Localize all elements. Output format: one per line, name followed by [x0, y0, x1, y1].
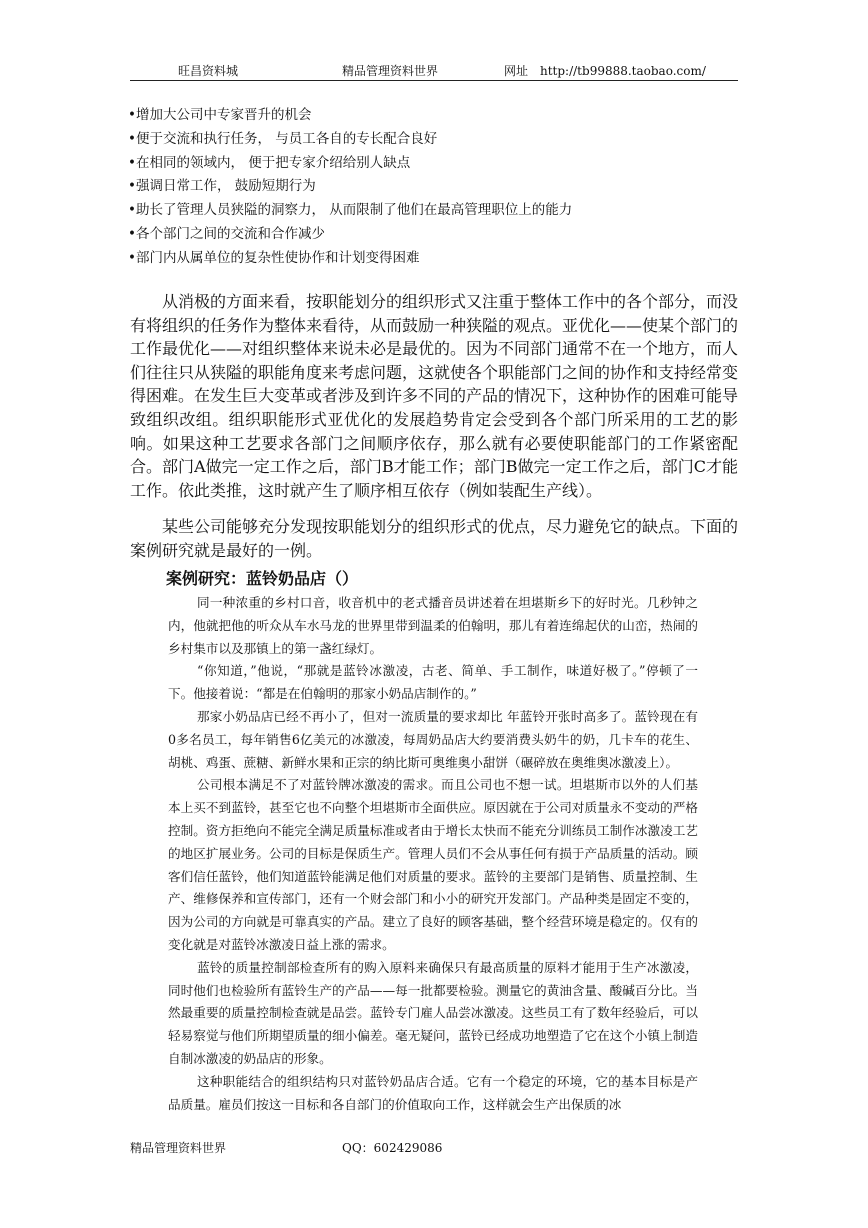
case-study-body [168, 592, 698, 1116]
header-url-label: 网址 [504, 64, 529, 78]
case-paragraph: 同一种浓重的乡村口音，收音机中的老式播音员讲述着在坦堪斯乡下的好时光。几秒钟之内，他就把他的听众从车水马龙的世界里带到温柔的伯翰明，那儿有着连绵起伏的山峦，热闹的乡村集市以及那镇上的第一盏红绿灯。 [168, 595, 698, 656]
case-paragraph: 公司根本满足不了对蓝铃牌冰激凌的需求。而且公司也不想一试。坦堪斯市以外的人们基本上买不到蓝铃，甚至它也不向整个坦堪斯市全面供应。原因就在于公司对质量永不变动的严格控制。资方拒绝向不能完全满足质量标准或者由于增长太快而不能充分训练员工制作冰激凌工艺的地区扩展业务。公司的目标是保质生产。管理人员们不会从事任何有损于产品质量的活动。顾客们信任蓝铃，他们知道蓝铃能满足他们对质量的要求。蓝铃的主要部门是销售、质量控制、生产、维修保养和宣传部门，还有一个财会部门和小小的研究开发部门。产品种类是固定不变的，因为公司的方向就是可靠真实的产品。建立了良好的顾客基础，整个经营环境是稳定的。仅有的变化就是对蓝铃冰激凌日益上涨的需求。 [168, 777, 698, 952]
body-paragraph-negative-aspects: 从消极的方面来看，按职能划分的组织形式又注重于整体工作中的各个部分，而没有将组织的任务作为整体来看待，从而鼓励一种狭隘的观点。亚优化——使某个部门的工作最优化——对组织整体来说未必是最优的。因为不同部门通常不在一个地方，而人们往往只从狭隘的职能角度来考虑问题，这就使各个职能部门之间的协作和支持经常变得困难。在发生巨大变革或者涉及到许多不同的产品的情况下，这种协作的困难可能导致组织改组。组织职能形式亚优化的发展趋势肯定会受到各个部门所采用的工艺的影响。如果这种工艺要求各部门之间顺序依存，那么就有必要使职能部门的工作紧密配合。部门A做完一定工作之后，部门B才能工作；部门B做完一定工作之后，部门C才能工作。依此类推，这时就产生了顺序相互依存（例如装配生产线）。 [130, 292, 739, 500]
bullet-list [128, 104, 768, 271]
case-paragraph: “你知道，”他说，“那就是蓝铃冰激凌，古老、简单、手工制作，味道好极了。”停顿了一下。他接着说：“都是在伯翰明的那家小奶品店制作的。” [168, 663, 698, 702]
case-paragraph: 这种职能结合的组织结构只对蓝铃奶品店合适。它有一个稳定的环境，它的基本目标是产品质量。雇员们按这一目标和各自部门的价值取向工作，这样就会生产出保质的冰 [168, 1073, 698, 1112]
body-paragraph-case-intro: 某些公司能够充分发现按职能划分的组织形式的优点，尽力避免它的缺点。下面的案例研究就是最好的一例。 [130, 517, 739, 560]
case-paragraph: 那家小奶品店已经不再小了，但对一流质量的要求却比 年蓝铃开张时高多了。蓝铃现在有0多名员工，每年销售6亿美元的冰激凌，每周奶品店大约要消费头奶牛的奶，几卡车的花生、胡桃、鸡蛋、蔗糖、新鲜水果和正宗的纳比斯可奥维奥小甜饼（碾碎放在奥维奥冰激凌上）。 [168, 708, 698, 770]
header-site-title: 精品管理资料世界 [342, 64, 439, 78]
page-footer [130, 1140, 738, 1158]
bullet-item: •部门内从属单位的复杂性使协作和计划变得困难 [128, 249, 420, 266]
bullet-item: •在相同的领域内， 便于把专家介绍给别人缺点 [128, 154, 411, 171]
header-shop-name: 旺昌资料城 [178, 64, 239, 78]
bullet-item: •各个部门之间的交流和合作减少 [128, 225, 325, 242]
case-study-title: 案例研究：蓝铃奶品店（） [166, 569, 359, 588]
footer-site-title: 精品管理资料世界 [130, 1141, 227, 1155]
footer-qq: QQ：602429086 [342, 1141, 443, 1155]
bullet-item: •便于交流和执行任务， 与员工各自的专长配合良好 [128, 130, 438, 147]
bullet-item: •增加大公司中专家晋升的机会 [128, 107, 312, 123]
bullet-item: •助长了管理人员狭隘的洞察力， 从而限制了他们在最高管理职位上的能力 [128, 202, 573, 219]
bullet-item: •强调日常工作， 鼓励短期行为 [128, 178, 316, 195]
page-header [130, 62, 738, 81]
case-paragraph: 蓝铃的质量控制部检查所有的购入原料来确保只有最高质量的原料才能用于生产冰激凌，同时他们也检验所有蓝铃生产的产品——每一批都要检验。测量它的黄油含量、酸碱百分比。当然最重要的质量控制检查就是品尝。蓝铃专门雇人品尝冰激凌。这些员工有了数年经验后，可以轻易察觉与他们所期望质量的细小偏差。毫无疑问，蓝铃已经成功地塑造了它在这个小镇上制造自制冰激凌的奶品店的形象。 [168, 959, 698, 1066]
header-url[interactable]: http://tb99888.taobao.com/ [540, 64, 706, 78]
